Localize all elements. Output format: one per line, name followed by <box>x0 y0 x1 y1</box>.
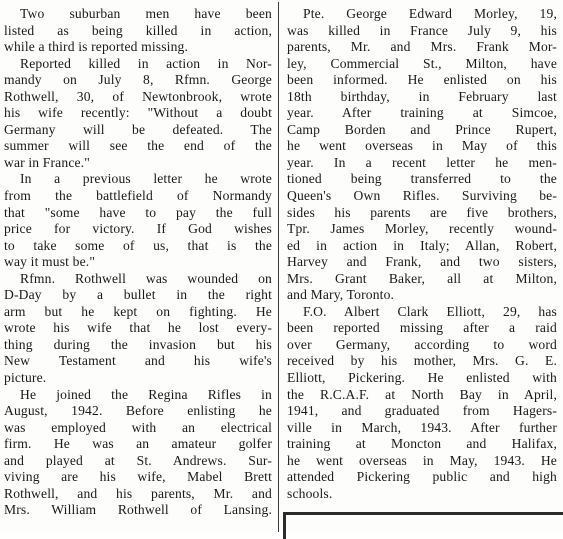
text-line: firm. He was an amateur golfer <box>4 436 272 452</box>
text-line: 1941, and graduated from Hagers- <box>287 403 557 419</box>
text-line: F.O. Albert Clark Elliott, 29, has <box>303 303 557 319</box>
text-line: mandy on July 8, Rfmn. George <box>4 72 272 88</box>
text-line: Mrs. William Rothwell of Lansing. <box>4 502 272 518</box>
text-line: Reported killed in action in Nor- <box>20 55 272 71</box>
text-line: way it must be." <box>4 254 96 270</box>
text-line: wrote his wife that he lost every- <box>4 320 272 336</box>
text-line: to take some of us, that is the <box>4 237 272 253</box>
text-line: training at Moncton and Halifax, <box>287 436 557 452</box>
text-line: and played at St. Andrews. Sur- <box>4 452 272 468</box>
text-line: he went overseas in May of this <box>287 138 557 154</box>
text-line: and Mary, Toronto. <box>287 287 395 303</box>
text-line: August, 1942. Before enlisting he <box>4 403 272 419</box>
text-line: picture. <box>4 370 47 386</box>
text-line: New Testament and his wife's <box>4 353 272 369</box>
text-line: Rothwell, 30, of Newtonbrook, wrote <box>4 88 272 104</box>
text-line: Queen's Own Rifles. Surviving be- <box>287 188 557 204</box>
text-line: ville in March, 1943. After further <box>287 419 557 435</box>
text-line: viving are his wife, Mabel Brett <box>4 469 272 485</box>
text-line: Germany will be defeated. The <box>4 121 272 137</box>
text-line: summer will see the end of the <box>4 138 272 154</box>
text-line: was employed with an electrical <box>4 419 272 435</box>
box-border-fragment <box>283 512 563 539</box>
left-column <box>4 6 272 519</box>
text-line: tioned being transferred to the <box>287 171 557 187</box>
text-line: Camp Borden and Prince Rupert, <box>287 121 557 137</box>
text-line: year. After training at Simcoe, <box>287 105 557 121</box>
text-line: attended Pickering public and high <box>287 469 557 485</box>
text-line: parents, Mr. and Mrs. Frank Mor- <box>287 39 557 55</box>
text-line: schools. <box>287 485 333 501</box>
text-line: his wife recently: "Without a doubt <box>4 105 272 121</box>
text-line: Tpr. James Morley, recently wound- <box>287 221 557 237</box>
text-line: Pte. George Edward Morley, 19, <box>303 6 557 21</box>
text-line: sides his parents are five brothers, <box>287 204 557 220</box>
text-line: ed in action in Italy; Allan, Robert, <box>287 237 557 253</box>
text-line: Mrs. Grant Baker, all at Milton, <box>287 270 557 286</box>
text-line: Rothwell, and his parents, Mr. and <box>4 485 272 501</box>
text-line: price for victory. If God wishes <box>4 221 272 237</box>
text-line: ley, Commercial St., Milton, have <box>287 55 557 71</box>
text-line: D-Day by a bullet in the right <box>4 287 272 303</box>
text-line: Elliott, Pickering. He enlisted with <box>287 370 557 386</box>
text-line: been reported missing after a raid <box>287 320 557 336</box>
column-divider <box>278 2 279 532</box>
text-line: the R.C.A.F. at North Bay in April, <box>287 386 557 402</box>
text-line: was killed in France July 9, his <box>287 22 557 38</box>
text-line: received by his mother, Mrs. G. E. <box>287 353 557 369</box>
right-column <box>287 6 557 502</box>
text-line: while a third is reported missing. <box>4 39 189 55</box>
text-line: In a previous letter he wrote <box>20 171 272 187</box>
text-line: listed as being killed in action, <box>4 22 272 38</box>
text-line: year. In a recent letter he men- <box>287 154 557 170</box>
text-line: thing during the invasion but his <box>4 336 272 352</box>
text-line: Two suburban men have been <box>20 6 272 21</box>
text-line: 18th birthday, in February last <box>287 88 557 104</box>
text-line: Harvey and Frank, and two sisters, <box>287 254 557 270</box>
text-line: that "some have to pay the full <box>4 204 272 220</box>
text-line: Rfmn. Rothwell was wounded on <box>20 270 272 286</box>
text-line: over Germany, according to word <box>287 336 557 352</box>
text-line: from the battlefield of Normandy <box>4 188 272 204</box>
text-line: He joined the Regina Rifles in <box>20 386 272 402</box>
text-line: war in France." <box>4 154 90 170</box>
text-line: arm but he kept on fighting. He <box>4 303 272 319</box>
text-line: he went overseas in May, 1943. He <box>287 452 557 468</box>
text-line: been informed. He enlisted on his <box>287 72 557 88</box>
